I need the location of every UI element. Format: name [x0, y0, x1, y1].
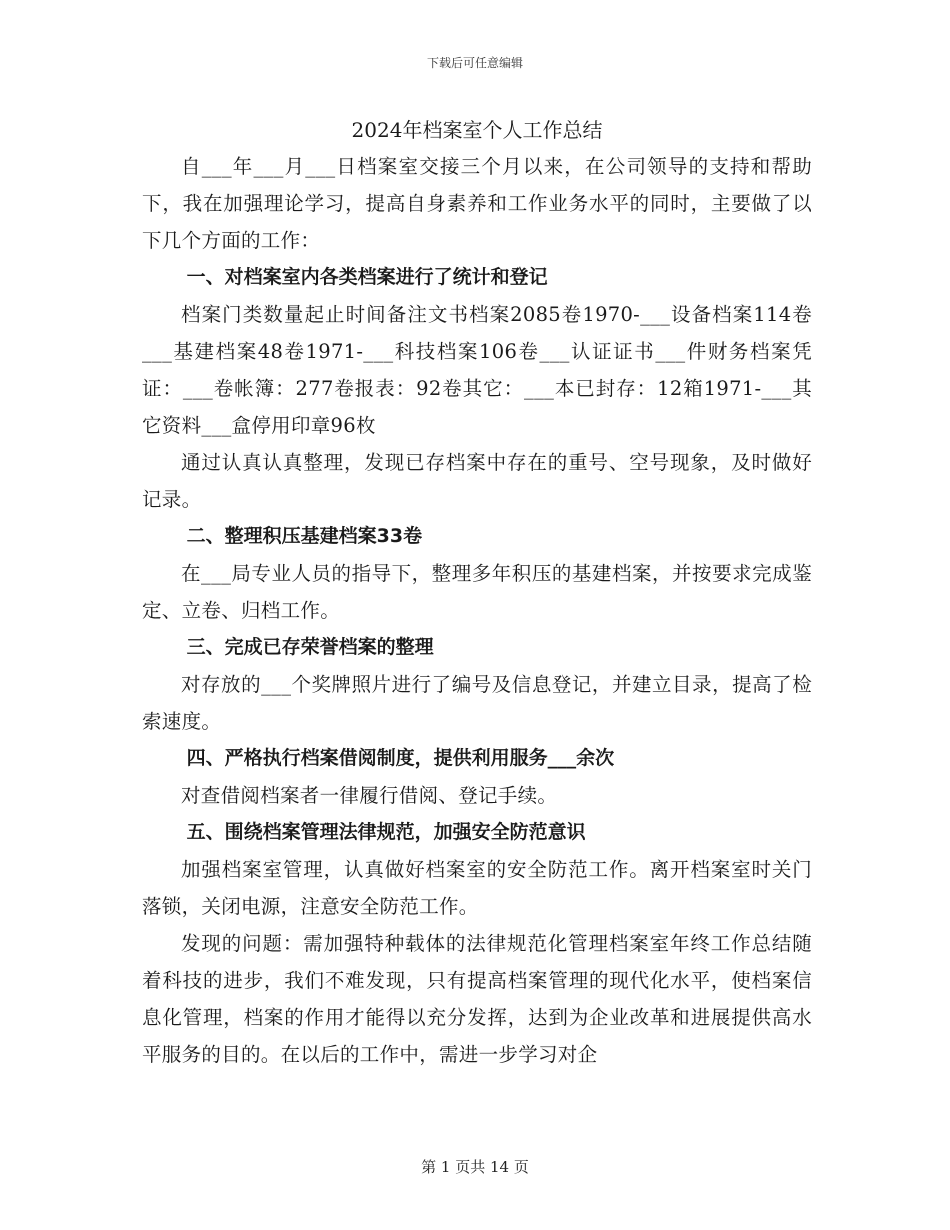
- problems-paragraph: 发现的问题：需加强特种载体的法律规范化管理档案室年终工作总结随着科技的进步，我们不难发现，只有提高档案管理的现代化水平，使档案信息化管理，档案的作用才能得以充分发挥，达到为企业改革和进展提供高水平服务的目的。在以后的工作中，需进一步学习对企: [142, 932, 812, 1066]
- section-3-paragraph: 对存放的___个奖牌照片进行了编号及信息登记，并建立目录，提高了检索速度。: [142, 673, 812, 733]
- intro-paragraph: 自___年___月___日档案室交接三个月以来，在公司领导的支持和帮助下，我在加强理论学习，提高自身素养和工作业务水平的同时，主要做了以下几个方面的工作：: [142, 155, 812, 252]
- section-3-heading: 三、完成已存荣誉档案的整理: [186, 636, 434, 658]
- section-1-paragraph-1: 档案门类数量起止时间备注文书档案2085卷1970-___设备档案114卷___基建档案48卷1971-___科技档案106卷___认证证书___件财务档案凭证：___卷帐簿：277卷报表：92卷其它：___本已封存：12箱1971-___其它资料___盒停用印章96枚: [142, 303, 812, 437]
- section-2-paragraph: 在___局专业人员的指导下，整理多年积压的基建档案，并按要求完成鉴定、立卷、归档工作。: [142, 562, 812, 622]
- section-1-paragraph-2: 通过认真认真整理，发现已存档案中存在的重号、空号现象，及时做好记录。: [142, 451, 812, 511]
- section-5-heading: 五、围绕档案管理法律规范，加强安全防范意识: [186, 821, 586, 843]
- section-4-heading: 四、严格执行档案借阅制度，提供利用服务___余次: [186, 747, 615, 769]
- section-1-heading: 一、对档案室内各类档案进行了统计和登记: [186, 266, 548, 288]
- document-title: 2024年档案室个人工作总结: [351, 118, 603, 142]
- document-body: [142, 112, 812, 1073]
- page-header: 下载后可任意编辑: [426, 56, 523, 70]
- section-2-heading: 二、整理积压基建档案33卷: [186, 525, 423, 547]
- section-4-paragraph: 对查借阅档案者一律履行借阅、登记手续。: [181, 784, 558, 807]
- section-5-paragraph: 加强档案室管理，认真做好档案室的安全防范工作。离开档案室时关门落锁，关闭电源，注意安全防范工作。: [142, 858, 812, 918]
- page-footer: 第 1 页共 14 页: [421, 1158, 529, 1176]
